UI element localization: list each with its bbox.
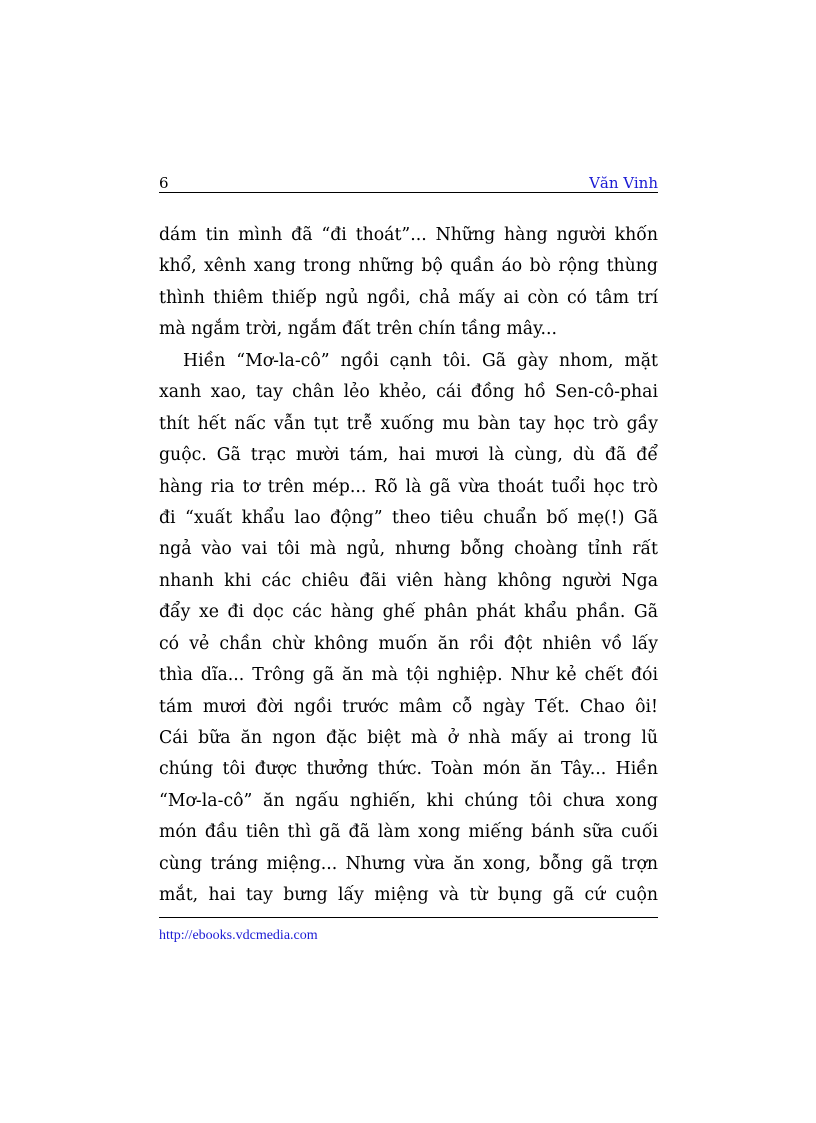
body-text: [159, 220, 658, 912]
text-line: chúng tôi được thưởng thức. Toàn món ăn Tây... Hiền: [159, 759, 658, 780]
text-line: cùng tráng miệng... Nhưng vừa ăn xong, bỗng gã trợn: [159, 853, 658, 874]
text-line: guộc. Gã trạc mười tám, hai mươi là cùng, dù đã để: [159, 445, 658, 466]
text-line: có vẻ chần chừ không muốn ăn rồi đột nhiên vồ lấy: [159, 633, 658, 654]
text-line: mà ngắm trời, ngắm đất trên chín tầng mây...: [159, 319, 558, 340]
text-line: đi “xuất khẩu lao động” theo tiêu chuẩn bố mẹ(!) Gã: [159, 507, 658, 528]
text-line: Hiền “Mơ-la-cô” ngồi cạnh tôi. Gã gày nhom, mặt: [183, 350, 658, 371]
footer-divider: [159, 917, 658, 918]
text-line: mắt, hai tay bưng lấy miệng và từ bụng gã cứ cuộn: [159, 885, 658, 906]
text-line: đẩy xe đi dọc các hàng ghế phân phát khẩu phần. Gã: [159, 602, 658, 623]
text-line: Cái bữa ăn ngon đặc biệt mà ở nhà mấy ai trong lũ: [159, 728, 658, 748]
text-line: thìa dĩa... Trông gã ăn mà tội nghiệp. Như kẻ chết đói: [159, 665, 658, 686]
text-line: món đầu tiên thì gã đã làm xong miếng bánh sữa cuối: [159, 822, 658, 843]
footer-link[interactable]: http://ebooks.vdcmedia.com: [159, 928, 318, 943]
page-header: [159, 170, 658, 193]
text-line: hàng ria tơ trên mép... Rõ là gã vừa thoát tuổi học trò: [159, 476, 658, 497]
page-number: 6: [159, 174, 169, 192]
text-line: thít hết nấc vẫn tụt trễ xuống mu bàn tay học trò gầy: [159, 413, 658, 434]
running-head-author: Văn Vinh: [589, 174, 658, 192]
text-line: xanh xao, tay chân lẻo khẻo, cái đồng hồ Sen-cô-phai: [159, 382, 658, 403]
text-line: dám tin mình đã “đi thoát”... Những hàng người khốn: [159, 225, 658, 245]
text-line: “Mơ-la-cô” ăn ngấu nghiến, khi chúng tôi chưa xong: [159, 790, 658, 811]
text-line: ngả vào vai tôi mà ngủ, nhưng bỗng choàng tỉnh rất: [159, 539, 658, 560]
text-line: khổ, xênh xang trong những bộ quần áo bò rộng thùng: [159, 256, 658, 277]
text-line: thình thiêm thiếp ngủ ngồi, chả mấy ai còn có tâm trí: [159, 287, 658, 308]
text-line: nhanh khi các chiêu đãi viên hàng không người Nga: [159, 570, 658, 591]
text-line: tám mươi đời ngồi trước mâm cỗ ngày Tết. Chao ôi!: [159, 696, 658, 717]
